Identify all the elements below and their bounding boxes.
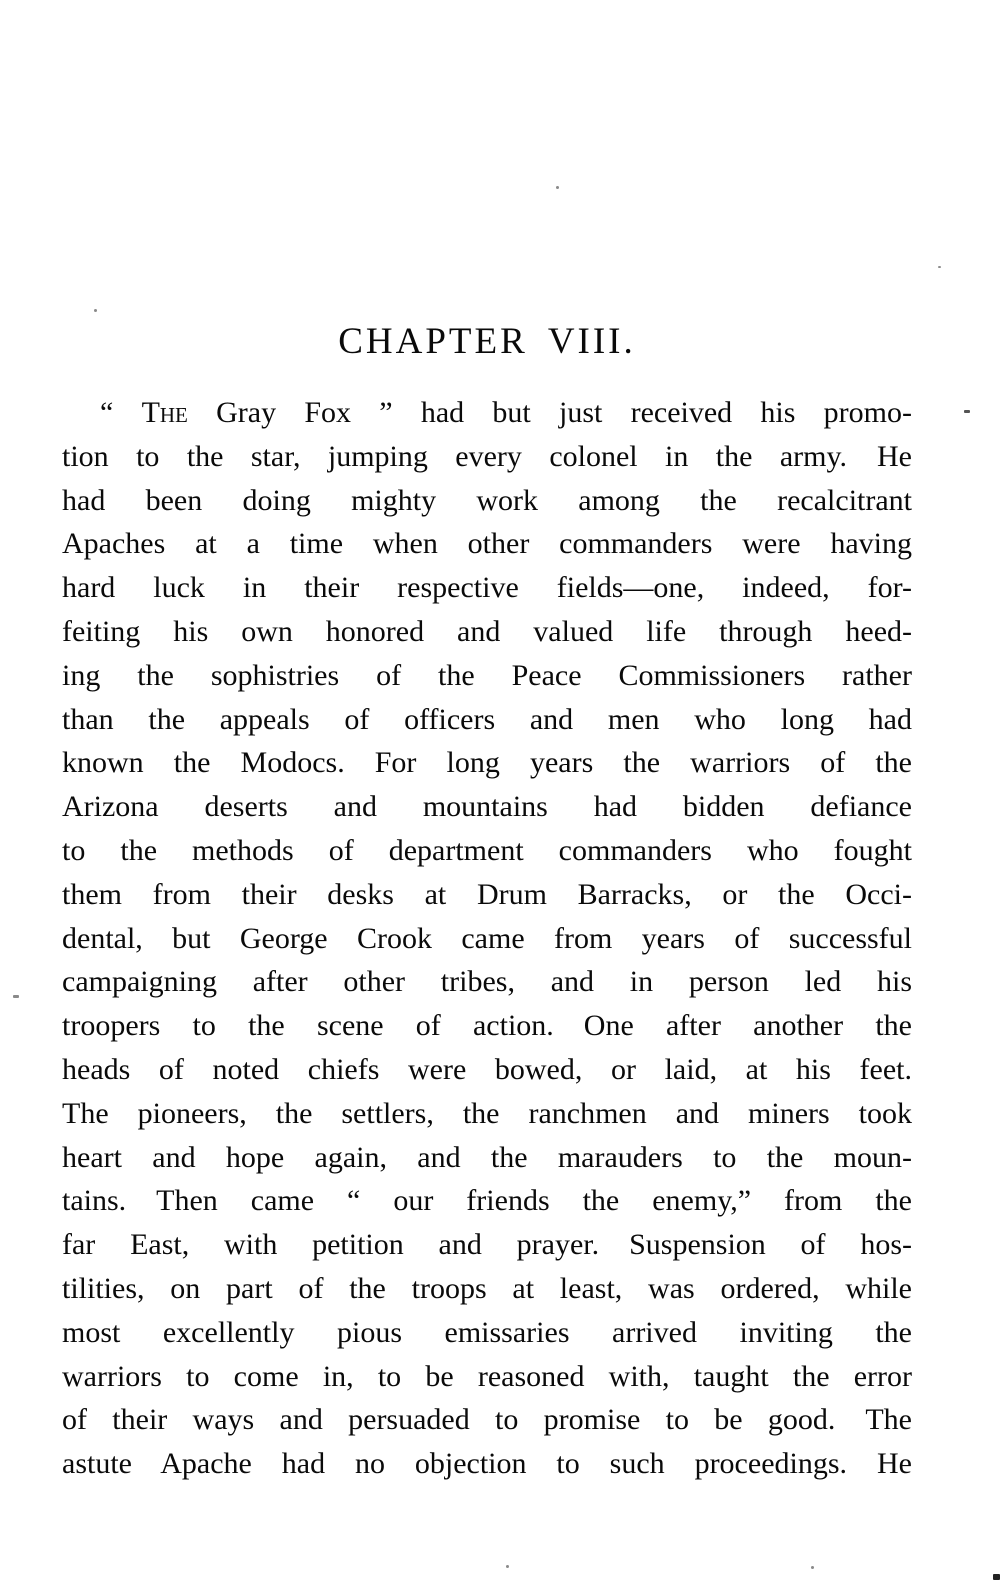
scan-speck <box>94 309 97 312</box>
text-line: had been doing mighty work among the recalcitrant <box>62 483 912 517</box>
scan-speck <box>993 1574 1000 1580</box>
text-line: Arizona deserts and mountains had bidden defiance <box>62 790 912 824</box>
paragraph <box>62 391 912 1486</box>
scan-speck <box>811 1566 814 1569</box>
text-line: troopers to the scene of action. One after another the <box>62 1009 912 1043</box>
text-line: feiting his own honored and valued life through heed- <box>62 614 912 648</box>
open-quote: “ <box>100 396 142 429</box>
scan-speck <box>556 186 559 189</box>
scan-speck <box>938 266 941 268</box>
scan-speck <box>506 1565 509 1568</box>
text-line: known the Modocs. For long years the warriors of the <box>62 746 912 780</box>
first-line-rest: Gray Fox ” had but just received his promo- <box>187 396 912 429</box>
text-line: dental, but George Crook came from years of successful <box>62 921 912 955</box>
text-line: tion to the star, jumping every colonel in the army. He <box>62 439 912 473</box>
scan-speck <box>964 410 970 413</box>
text-line: tilities, on part of the troops at least, was ordered, while <box>62 1271 912 1305</box>
text-line: astute Apache had no objection to such proceedings. He <box>62 1447 912 1481</box>
chapter-heading-numeral: VIII. <box>547 321 636 362</box>
text-line: most excellently pious emissaries arrived inviting the <box>62 1315 912 1349</box>
text-line: heads of noted chiefs were bowed, or laid, at his feet. <box>62 1052 912 1086</box>
chapter-heading <box>62 320 912 363</box>
text-line: of their ways and persuaded to promise to be good. The <box>62 1403 912 1437</box>
text-line: ing the sophistries of the Peace Commissioners rather <box>62 658 912 692</box>
text-line: than the appeals of officers and men who long had <box>62 702 912 736</box>
text-line <box>62 391 912 435</box>
text-line: Apaches at a time when other commanders were having <box>62 527 912 561</box>
chapter-heading-word: CHAPTER <box>338 321 528 362</box>
smallcaps-word: The <box>141 396 188 429</box>
text-line: hard luck in their respective fields—one, indeed, for- <box>62 571 912 605</box>
text-line: tains. Then came “ our friends the enemy,” from the <box>62 1184 912 1218</box>
text-line: to the methods of department commanders who fought <box>62 833 912 867</box>
text-line: heart and hope again, and the marauders to the moun- <box>62 1140 912 1174</box>
text-line: The pioneers, the settlers, the ranchmen and miners took <box>62 1096 912 1130</box>
text-line: far East, with petition and prayer. Suspension of hos- <box>62 1228 912 1262</box>
scan-speck <box>13 995 19 998</box>
text-line: warriors to come in, to be reasoned with, taught the error <box>62 1359 912 1393</box>
text-line: campaigning after other tribes, and in person led his <box>62 965 912 999</box>
text-line: them from their desks at Drum Barracks, or the Occi- <box>62 877 912 911</box>
